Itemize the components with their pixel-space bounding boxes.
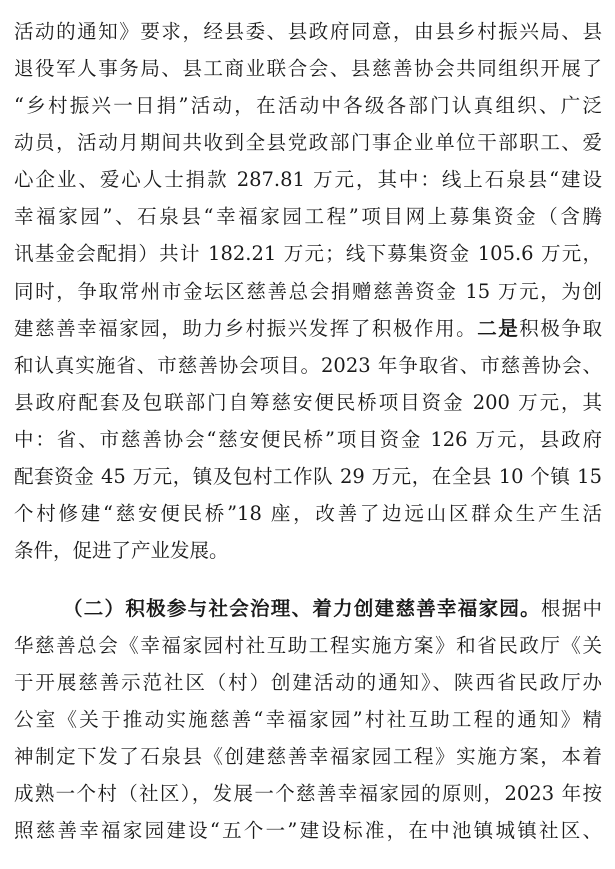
text-line-15: 条件，促进了产业发展。 xyxy=(14,539,229,562)
text-line-19: 神制定下发了石泉县《创建慈善幸福家园工程》实施方案，本着 xyxy=(14,745,602,768)
text-span: 建慈善幸福家园，助力乡村振兴发挥了积极作用。 xyxy=(14,317,478,340)
text-line-5: 心企业、爱心人士捐款 287.81 万元，其中：线上石泉县“建设 xyxy=(14,168,602,191)
bold-lead: 二是 xyxy=(477,317,520,340)
section-heading: （二）积极参与社会治理、着力创建慈善幸福家园。 xyxy=(63,597,541,620)
text-line-20: 成熟一个村（社区），发展一个慈善幸福家园的原则，2023 年按 xyxy=(14,782,602,805)
text-span: 根据中 xyxy=(540,597,602,620)
text-line-16: 华慈善总会《幸福家园村社互助工程实施方案》和省民政厅《关 xyxy=(14,634,602,657)
text-line-8: 同时，争取常州市金坛区慈善总会捐赠慈善资金 15 万元，为创 xyxy=(14,280,602,303)
text-line-1: 活动的通知》要求，经县委、县政府同意，由县乡村振兴局、县 xyxy=(14,20,602,43)
text-line-17: 于开展慈善示范社区（村）创建活动的通知》、陕西省民政厅办 xyxy=(14,671,602,694)
text-line-4: 动员，活动月期间共收到全县党政部门事企业单位干部职工、爱 xyxy=(14,131,602,154)
text-line-11: 县政府配套及包联部门自筹慈安便民桥项目资金 200 万元，其 xyxy=(14,391,602,414)
text-line-13: 配套资金 45 万元，镇及包村工作队 29 万元，在全县 10 个镇 15 xyxy=(14,465,602,488)
text-line-12: 中：省、市慈善协会“慈安便民桥”项目资金 126 万元，县政府 xyxy=(14,428,602,451)
text-span: 积极争取 xyxy=(519,317,602,340)
text-line-18: 公室《关于推动实施慈善“幸福家园”村社互助工程的通知》精 xyxy=(14,708,602,731)
text-line-7: 讯基金会配捐）共计 182.21 万元；线下募集资金 105.6 万元， xyxy=(14,242,602,265)
text-line-3: “乡村振兴一日捐”活动，在活动中各级各部门认真组织、广泛 xyxy=(14,94,602,117)
section-heading-line xyxy=(63,591,602,627)
text-line-21: 照慈善幸福家园建设“五个一”建设标准，在中池镇城镇社区、 xyxy=(14,819,602,842)
text-line-10: 和认真实施省、市慈善协会项目。2023 年争取省、市慈善协会、 xyxy=(14,354,602,377)
text-line-6: 幸福家园”、石泉县“幸福家园工程”项目网上募集资金（含腾 xyxy=(14,205,602,228)
text-line-2: 退役军人事务局、县工商业联合会、县慈善协会共同组织开展了 xyxy=(14,57,602,80)
text-line-9 xyxy=(14,311,602,347)
text-line-14: 个村修建“慈安便民桥”18 座，改善了边远山区群众生产生活 xyxy=(14,502,602,525)
document-page xyxy=(14,0,602,869)
